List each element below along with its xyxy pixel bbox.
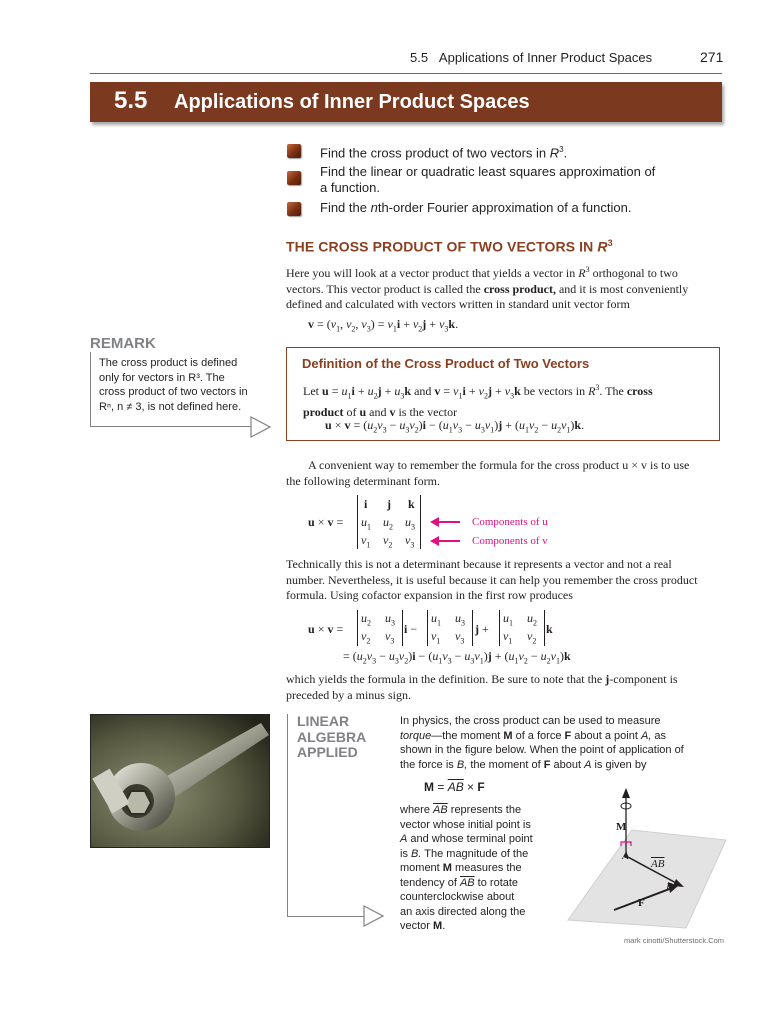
components-u-label: Components of u [472,516,548,528]
remark-arrow-icon [250,416,272,438]
components-v-label: Components of v [472,535,548,547]
minor-j: $u_1$ $u_3$ $v_1$ $v_3$ [427,610,473,646]
running-head-title: Applications of Inner Product Spaces [438,50,653,65]
remark-rule [90,352,91,427]
objective-2: Find the linear or quadratic least squares approximation of a function. [320,164,656,195]
laa-rule [287,714,288,917]
torque-figure [560,778,730,933]
objective-bullet-icon [287,171,301,185]
remark-text: The cross product is defined only for vectors in R³. The cross product of two vectors in Rⁿ, n ≠ 3, is not defined here. [99,357,248,413]
objective-bullet-icon [287,202,301,216]
definition-text: Let $u = u_1i + u_2j + u_3k$ and $v = v_1i + v_2j + v_3k$ be vectors in $R^3$. The cross product of u and v is the vector [303,383,653,420]
laa-arrow-icon [363,905,385,927]
objective-1: Find the cross product of two vectors in $R^3$. [320,145,568,161]
objective-3: Find the nth-order Fourier approximation of a function. [320,200,632,215]
intro-paragraph: Here you will look at a vector product that yields a vector in $R^3$ orthogonal to two vectors. This vector product is called the cross product, and it is most conveniently defined and calculated with vectors written in standard unit vector form [286,265,689,311]
laa-rule [287,916,365,917]
running-head [410,50,652,65]
section-number: 5.5 [114,87,148,114]
cross-product-formula: $u \times v = (u_2v_3 - u_3v_2)i - (u_1v_3 - u_3v_1)j + (u_1v_2 - u_2v_1)k$. [325,418,585,435]
laa-title: LINEAR ALGEBRA APPLIED [297,713,367,760]
label-M: M [616,821,627,833]
cofactor-result: = $(u_2v_3 - u_3v_2)i - (u_1v_3 - u_3v_1)j + (u_1v_2 - u_2v_1)k$ [343,649,571,666]
cofactor-lhs: u × v = [308,622,344,636]
laa-body: where $\overline{AB}$ represents the vector whose initial point is A and whose terminal point is B. The magnitude of the moment M measures the tendency of $\overline{AB}$ to rotate counterclockwise about an axis directed along the vector M. [400,804,533,932]
wrench-photo [90,714,270,848]
minor-k: $u_1$ $u_2$ $v_1$ $v_2$ [499,610,545,646]
unit-vector-form: $v = (v_1$, $v_2$, $v_3) = v_1i + v_2j + v_3k$. [308,317,459,334]
arrow-left-icon [430,516,460,528]
minor-i: $u_2$ $u_3$ $v_2$ $v_3$ [357,610,403,646]
label-AB: $\overline{AB}$ [651,858,665,870]
label-A: A [622,850,629,862]
label-F: F [638,897,645,909]
moment-formula: $M = \overline{AB} \times F$ [424,780,485,794]
running-head-section: 5.5 [410,50,429,65]
photo-credit: mark cinotti/Shutterstock.Com [624,936,725,945]
technically-paragraph: Technically this is not a determinant because it represents a vector and not a real number. Nevertheless, it is useful because it can help you remember the cross product formula. Using cofactor expansion in the first row produces [286,557,698,602]
page-number: 271 [700,49,724,65]
header-rule [90,73,722,74]
objective-bullet-icon [287,144,301,158]
remark-title: REMARK [90,335,156,352]
cofactor-op: j + [475,622,489,636]
laa-intro: In physics, the cross product can be used to measure torque—the moment M of a force F about a point A, as shown in the figure below. When the point of application of the force is B, the moment of F about A is given by [400,715,684,771]
determinant-lhs: u × v = [308,515,344,529]
definition-title: Definition of the Cross Product of Two Vectors [302,356,590,371]
cofactor-op: i − [404,622,418,636]
arrow-left-icon [430,535,460,547]
remark-rule [90,426,252,427]
determinant-matrix: i j k $u_1$ $u_2$ $u_3$ $v_1$ $v_2$ $v_3$ [357,495,421,549]
cofactor-op: k [546,622,553,636]
section-title-bar [90,82,722,122]
section-title: Applications of Inner Product Spaces [174,91,530,113]
determinant-paragraph: A convenient way to remember the formula for the cross product u × v is to use the following determinant form. [286,458,690,488]
minus-sign-paragraph: which yields the formula in the definition. Be sure to note that the j-component is preceded by a minus sign. [286,672,678,702]
label-B: B [666,881,673,893]
section-heading: THE CROSS PRODUCT OF TWO VECTORS IN $R^3$ [286,238,613,255]
